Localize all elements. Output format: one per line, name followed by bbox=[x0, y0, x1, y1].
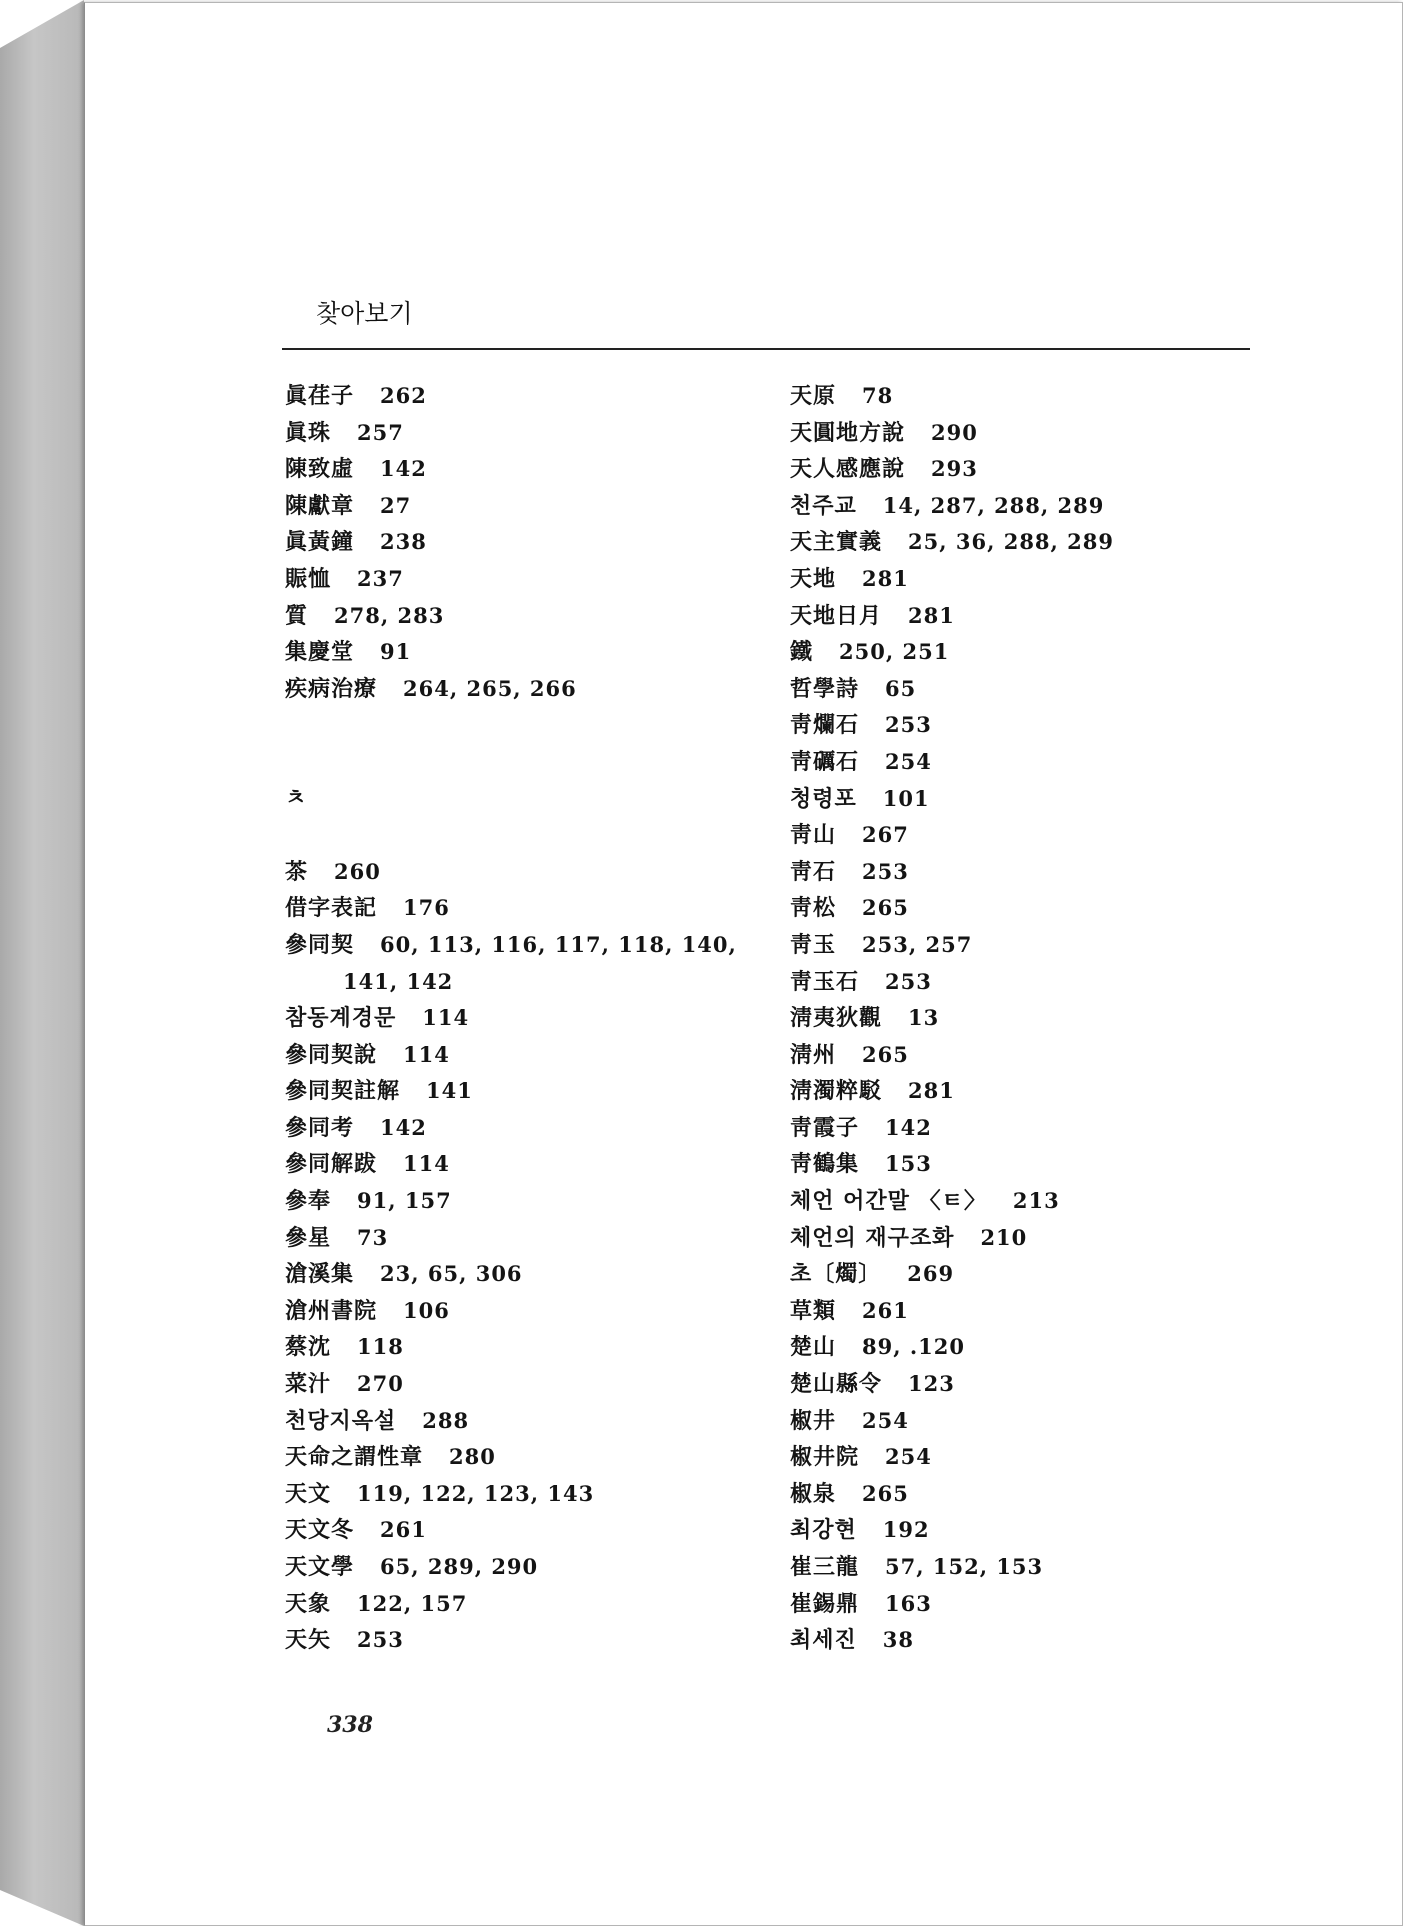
index-entry bbox=[285, 1403, 765, 1440]
index-term: 靑礪石 bbox=[790, 748, 860, 775]
index-entry bbox=[285, 890, 765, 927]
index-page-refs: 65, 289, 290 bbox=[380, 1554, 539, 1579]
index-entry bbox=[790, 1586, 1270, 1623]
index-term: 滄州書院 bbox=[285, 1297, 378, 1324]
index-term: 眞黃鐘 bbox=[285, 529, 355, 556]
index-term: 天人感應說 bbox=[790, 456, 906, 483]
index-page-refs: 118 bbox=[357, 1334, 404, 1360]
index-term: 淸濁粹駁 bbox=[790, 1078, 883, 1105]
index-entry bbox=[285, 1512, 765, 1549]
index-page-refs: 57, 152, 153 bbox=[885, 1554, 1044, 1579]
index-term: 哲學詩 bbox=[790, 675, 860, 702]
index-page-refs: 264, 265, 266 bbox=[403, 675, 577, 701]
index-term: 天圓地方說 bbox=[790, 419, 906, 446]
index-term: 靑霞子 bbox=[790, 1114, 860, 1141]
index-page-refs: 119, 122, 123, 143 bbox=[357, 1480, 595, 1506]
index-page-refs: 269 bbox=[907, 1261, 955, 1287]
index-term: 淸州 bbox=[790, 1041, 837, 1068]
index-page-refs: 142 bbox=[885, 1114, 932, 1140]
index-term: 參同考 bbox=[285, 1114, 355, 1141]
index-page-refs: 253, 257 bbox=[862, 931, 973, 957]
index-entry bbox=[285, 1293, 765, 1330]
index-term: 鐵 bbox=[790, 639, 814, 666]
index-term: 천당지옥설 bbox=[285, 1407, 397, 1434]
index-page-refs: 281 bbox=[908, 1078, 955, 1104]
index-term: 靑玉石 bbox=[790, 968, 860, 995]
index-term: 靑石 bbox=[790, 858, 837, 885]
index-page-refs: 253 bbox=[885, 968, 932, 994]
index-entry bbox=[790, 1622, 1270, 1659]
index-term: 天文學 bbox=[285, 1554, 355, 1580]
index-entry bbox=[790, 817, 1270, 854]
index-term: 天地 bbox=[790, 565, 837, 592]
index-entry bbox=[790, 634, 1270, 671]
index-entry bbox=[790, 1146, 1270, 1183]
index-term: 淸夷狄觀 bbox=[790, 1005, 883, 1032]
index-entry bbox=[790, 1329, 1270, 1366]
index-page-refs: 254 bbox=[885, 1444, 932, 1470]
blank-line bbox=[285, 817, 765, 854]
index-entry bbox=[285, 1037, 765, 1074]
index-term: 陳獻章 bbox=[285, 492, 355, 519]
index-page-refs: 257 bbox=[357, 419, 404, 445]
index-page-refs: 250, 251 bbox=[839, 639, 950, 665]
index-term: 靑鶴集 bbox=[790, 1151, 860, 1178]
index-entry bbox=[285, 378, 765, 415]
index-page-refs: 25, 36, 288, 289 bbox=[908, 529, 1114, 555]
index-entry bbox=[790, 488, 1270, 525]
index-term: 체언의 재구조화 bbox=[790, 1224, 955, 1251]
index-term: 天主實義 bbox=[790, 529, 883, 556]
page-number: 338 bbox=[327, 1712, 373, 1738]
index-page-refs: 192 bbox=[882, 1517, 930, 1543]
index-column-right bbox=[790, 378, 1270, 1659]
index-page-refs: 14, 287, 288, 289 bbox=[882, 492, 1105, 518]
index-page-refs: 254 bbox=[862, 1407, 909, 1433]
index-page-refs: 38 bbox=[882, 1627, 914, 1653]
index-page-refs: 78 bbox=[862, 383, 894, 408]
index-term: 楚山 bbox=[790, 1334, 837, 1361]
index-page-refs: 73 bbox=[357, 1224, 389, 1250]
index-page-refs: 267 bbox=[862, 822, 909, 848]
index-entry bbox=[285, 1183, 765, 1220]
index-page-refs: 27 bbox=[380, 492, 412, 518]
index-entry bbox=[285, 415, 765, 452]
index-page-refs: 141 bbox=[426, 1078, 473, 1104]
index-page-refs: 262 bbox=[380, 383, 427, 408]
index-page-refs: 114 bbox=[403, 1151, 450, 1177]
index-page-refs: 65 bbox=[885, 675, 917, 701]
index-page-refs: 89, .120 bbox=[862, 1334, 966, 1360]
index-page-refs: 60, 113, 116, 117, 118, 140, bbox=[380, 931, 737, 957]
index-term: 參奉 bbox=[285, 1188, 332, 1215]
index-entry bbox=[790, 1439, 1270, 1476]
spine-bottom-bevel bbox=[0, 1890, 84, 1926]
index-page-refs: 13 bbox=[908, 1005, 940, 1031]
index-page-refs: 281 bbox=[862, 565, 909, 591]
index-term: 滄溪集 bbox=[285, 1261, 355, 1288]
index-entry bbox=[285, 1549, 765, 1586]
index-entry bbox=[285, 634, 765, 671]
index-term: 靑玉 bbox=[790, 931, 837, 958]
index-term: 賑恤 bbox=[285, 565, 332, 592]
index-term: 참동계경문 bbox=[285, 1005, 397, 1032]
index-page-refs: 253 bbox=[357, 1627, 404, 1653]
index-page-refs: 288 bbox=[422, 1407, 470, 1433]
index-term: 崔錫鼎 bbox=[790, 1590, 860, 1617]
index-term: 參同解跋 bbox=[285, 1151, 378, 1178]
index-entry bbox=[790, 1073, 1270, 1110]
index-entry bbox=[285, 927, 765, 964]
index-page-refs: 270 bbox=[357, 1371, 404, 1397]
index-term: 靑松 bbox=[790, 895, 837, 922]
index-term: 眞荏子 bbox=[285, 383, 355, 409]
index-entry bbox=[790, 1403, 1270, 1440]
index-entry bbox=[790, 671, 1270, 708]
book-spine bbox=[0, 0, 84, 1926]
index-page-refs: 142 bbox=[380, 1114, 427, 1140]
index-term: 天原 bbox=[790, 383, 837, 409]
index-entry bbox=[790, 1000, 1270, 1037]
index-entry bbox=[285, 488, 765, 525]
index-entry bbox=[285, 451, 765, 488]
running-header-title: 찾아보기 bbox=[316, 299, 413, 328]
index-entry bbox=[285, 1146, 765, 1183]
index-term: 參同契註解 bbox=[285, 1078, 401, 1105]
index-term: 초〔燭〕 bbox=[790, 1261, 882, 1288]
index-page-refs: 281 bbox=[908, 602, 955, 628]
index-term: 眞珠 bbox=[285, 419, 332, 446]
index-entry bbox=[790, 524, 1270, 561]
index-page-refs: 141, 142 bbox=[343, 968, 454, 994]
index-entry bbox=[790, 1366, 1270, 1403]
index-entry bbox=[285, 1586, 765, 1623]
index-page-refs: 293 bbox=[931, 456, 978, 482]
index-entry bbox=[790, 451, 1270, 488]
index-page-refs: 254 bbox=[885, 748, 932, 774]
index-page-refs: 261 bbox=[380, 1517, 427, 1543]
index-term: 參同契 bbox=[285, 931, 355, 958]
index-entry bbox=[790, 781, 1270, 818]
index-entry bbox=[790, 561, 1270, 598]
index-entry bbox=[285, 1476, 765, 1513]
index-term: 菜汁 bbox=[285, 1371, 332, 1398]
index-page-refs: 91, 157 bbox=[357, 1188, 452, 1214]
index-page-refs: 253 bbox=[885, 712, 932, 738]
index-term: 최세진 bbox=[790, 1627, 857, 1654]
spine-top-bevel bbox=[0, 0, 84, 48]
index-term: 天地日月 bbox=[790, 602, 883, 629]
index-entry bbox=[790, 1256, 1270, 1293]
index-page-refs: 114 bbox=[422, 1005, 470, 1031]
index-term: 天文冬 bbox=[285, 1517, 355, 1544]
index-term: 체언 어간말 〈ㅌ〉 bbox=[790, 1188, 987, 1215]
index-entry bbox=[285, 1439, 765, 1476]
index-entry bbox=[790, 1293, 1270, 1330]
index-entry bbox=[285, 524, 765, 561]
index-page-refs: 153 bbox=[885, 1151, 932, 1177]
index-page-refs: 142 bbox=[380, 456, 427, 482]
index-term: 靑山 bbox=[790, 822, 837, 849]
index-term: 天文 bbox=[285, 1480, 332, 1507]
index-entry bbox=[790, 1110, 1270, 1147]
index-entry bbox=[285, 1220, 765, 1257]
index-page-refs: 260 bbox=[334, 858, 381, 884]
index-term: 草類 bbox=[790, 1297, 837, 1324]
index-entry bbox=[285, 854, 765, 891]
index-page-refs: 261 bbox=[862, 1297, 909, 1323]
index-page-refs: 213 bbox=[1012, 1188, 1060, 1214]
index-term: 天矢 bbox=[285, 1627, 332, 1654]
index-entry bbox=[790, 1512, 1270, 1549]
index-term: 參同契說 bbox=[285, 1041, 378, 1068]
section-letter-heading: ㅊ bbox=[285, 785, 307, 811]
index-page-refs: 265 bbox=[862, 1041, 909, 1067]
index-entry bbox=[790, 890, 1270, 927]
index-entry bbox=[790, 1549, 1270, 1586]
index-term: 청령포 bbox=[790, 785, 857, 812]
index-term: 崔三龍 bbox=[790, 1554, 860, 1580]
index-page-refs: 114 bbox=[403, 1041, 450, 1067]
index-term: 천주교 bbox=[790, 492, 857, 519]
index-page-refs: 237 bbox=[357, 565, 404, 591]
index-entry bbox=[285, 1366, 765, 1403]
index-page-refs: 23, 65, 306 bbox=[380, 1261, 523, 1287]
index-page-refs: 91 bbox=[380, 639, 412, 665]
index-page-refs: 290 bbox=[931, 419, 978, 445]
index-entry bbox=[285, 671, 765, 708]
index-entry bbox=[285, 1622, 765, 1659]
index-page-refs: 265 bbox=[862, 1480, 909, 1506]
index-page-refs: 123 bbox=[908, 1371, 955, 1397]
index-entry bbox=[285, 1073, 765, 1110]
index-term: 楚山縣令 bbox=[790, 1371, 883, 1398]
index-entry bbox=[790, 598, 1270, 635]
index-term: 借字表記 bbox=[285, 895, 378, 922]
index-term: 최강현 bbox=[790, 1517, 857, 1544]
index-term: 椒井院 bbox=[790, 1444, 860, 1471]
index-entry bbox=[790, 964, 1270, 1001]
blank-line bbox=[285, 744, 765, 781]
blank-line bbox=[285, 707, 765, 744]
index-term: 椒井 bbox=[790, 1407, 837, 1434]
index-term: 質 bbox=[285, 602, 309, 629]
index-entry bbox=[285, 1110, 765, 1147]
index-term: 集慶堂 bbox=[285, 639, 355, 666]
index-term: 蔡沈 bbox=[285, 1334, 332, 1361]
index-page-refs: 163 bbox=[885, 1590, 932, 1616]
index-page-refs: 176 bbox=[403, 895, 450, 921]
index-entry bbox=[285, 1329, 765, 1366]
index-page-refs: 101 bbox=[882, 785, 930, 811]
index-page-refs: 106 bbox=[403, 1297, 450, 1323]
index-entry bbox=[790, 378, 1270, 415]
index-term: 疾病治療 bbox=[285, 675, 378, 702]
index-entry-continuation bbox=[285, 964, 765, 1001]
index-entry bbox=[790, 1220, 1270, 1257]
index-entry bbox=[285, 598, 765, 635]
index-entry bbox=[790, 927, 1270, 964]
index-term: 茶 bbox=[285, 858, 309, 885]
index-term: 椒泉 bbox=[790, 1480, 837, 1507]
index-entry bbox=[790, 707, 1270, 744]
index-page-refs: 122, 157 bbox=[357, 1590, 468, 1616]
index-page-refs: 210 bbox=[980, 1224, 1028, 1250]
index-term: 參星 bbox=[285, 1224, 332, 1251]
index-page-refs: 280 bbox=[449, 1444, 496, 1470]
index-term: 天象 bbox=[285, 1590, 332, 1617]
index-column-left bbox=[285, 378, 765, 1659]
index-entry bbox=[285, 1256, 765, 1293]
index-term: 陳致虛 bbox=[285, 456, 355, 483]
index-page-refs: 278, 283 bbox=[334, 602, 445, 628]
index-term: 靑爛石 bbox=[790, 712, 860, 739]
index-entry bbox=[285, 1000, 765, 1037]
index-entry bbox=[790, 1037, 1270, 1074]
index-page-refs: 265 bbox=[862, 895, 909, 921]
index-entry bbox=[790, 1476, 1270, 1513]
index-page-refs: 238 bbox=[380, 529, 427, 555]
index-term: 天命之謂性章 bbox=[285, 1444, 424, 1471]
index-entry bbox=[790, 415, 1270, 452]
index-entry bbox=[790, 1183, 1270, 1220]
index-entry bbox=[790, 854, 1270, 891]
index-page-refs: 253 bbox=[862, 858, 909, 884]
index-entry bbox=[285, 561, 765, 598]
header-rule bbox=[282, 348, 1250, 350]
index-entry bbox=[790, 744, 1270, 781]
